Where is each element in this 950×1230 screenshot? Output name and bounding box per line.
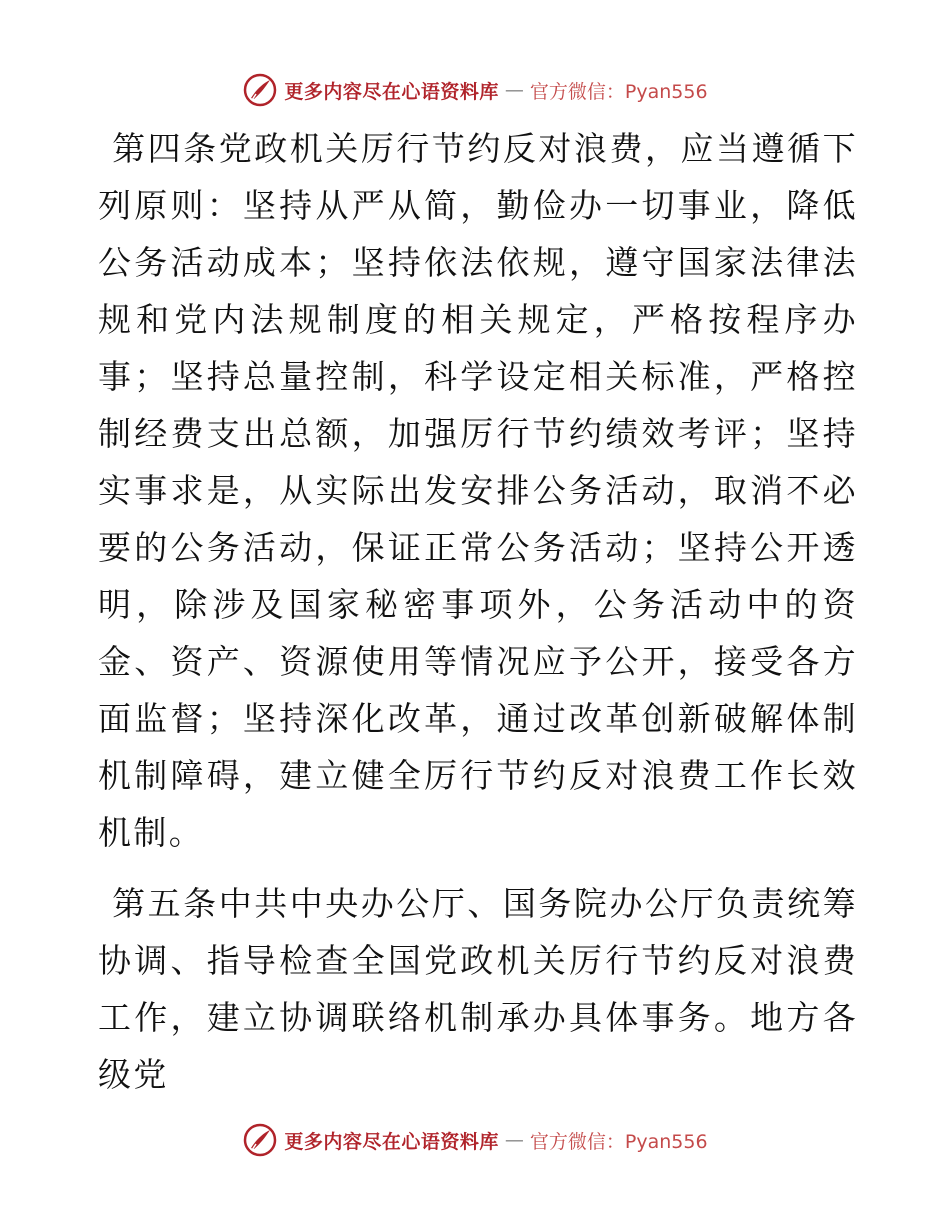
quill-logo-icon bbox=[242, 1122, 278, 1158]
paragraph-article-5 bbox=[98, 875, 858, 1103]
quill-logo-icon bbox=[242, 72, 278, 108]
watermark-dash: — bbox=[504, 1129, 524, 1151]
paragraph-text: 第五条中共中央办公厅、国务院办公厅负责统筹协调、指导检查全国党政机关厉行节约反对浪费工作，建立协调联络机制承办具体事务。地方各级党 bbox=[98, 884, 858, 1094]
watermark-dash: — bbox=[504, 79, 524, 101]
paragraph-article-4 bbox=[98, 120, 858, 861]
watermark-site-text: 更多内容尽在心语资料库 bbox=[284, 80, 499, 103]
watermark-site-text: 更多内容尽在心语资料库 bbox=[284, 1130, 499, 1153]
paragraph-text: 第四条党政机关厉行节约反对浪费，应当遵循下列原则：坚持从严从简，勤俭办一切事业，降低公务活动成本；坚持依法依规，遵守国家法律法规和党内法规制度的相关规定，严格按程序办事；坚持总量控制，科学设定相关标准，严格控制经费支出总额，加强厉行节约绩效考评；坚持实事求是，从实际出发安排公务活动，取消不必要的公务活动，保证正常公务活动；坚持公开透明，除涉及国家秘密事项外，公务活动中的资金、资产、资源使用等情况应予公开，接受各方面监督；坚持深化改革，通过改革创新破解体制机制障碍，建立健全厉行节约反对浪费工作长效机制。 bbox=[98, 129, 858, 852]
footer-watermark bbox=[0, 1120, 950, 1160]
header-watermark bbox=[0, 70, 950, 110]
watermark-contact-text: 官方微信：Pyan556 bbox=[529, 1130, 708, 1153]
watermark-contact-text: 官方微信：Pyan556 bbox=[529, 80, 708, 103]
document-body bbox=[98, 120, 858, 1103]
